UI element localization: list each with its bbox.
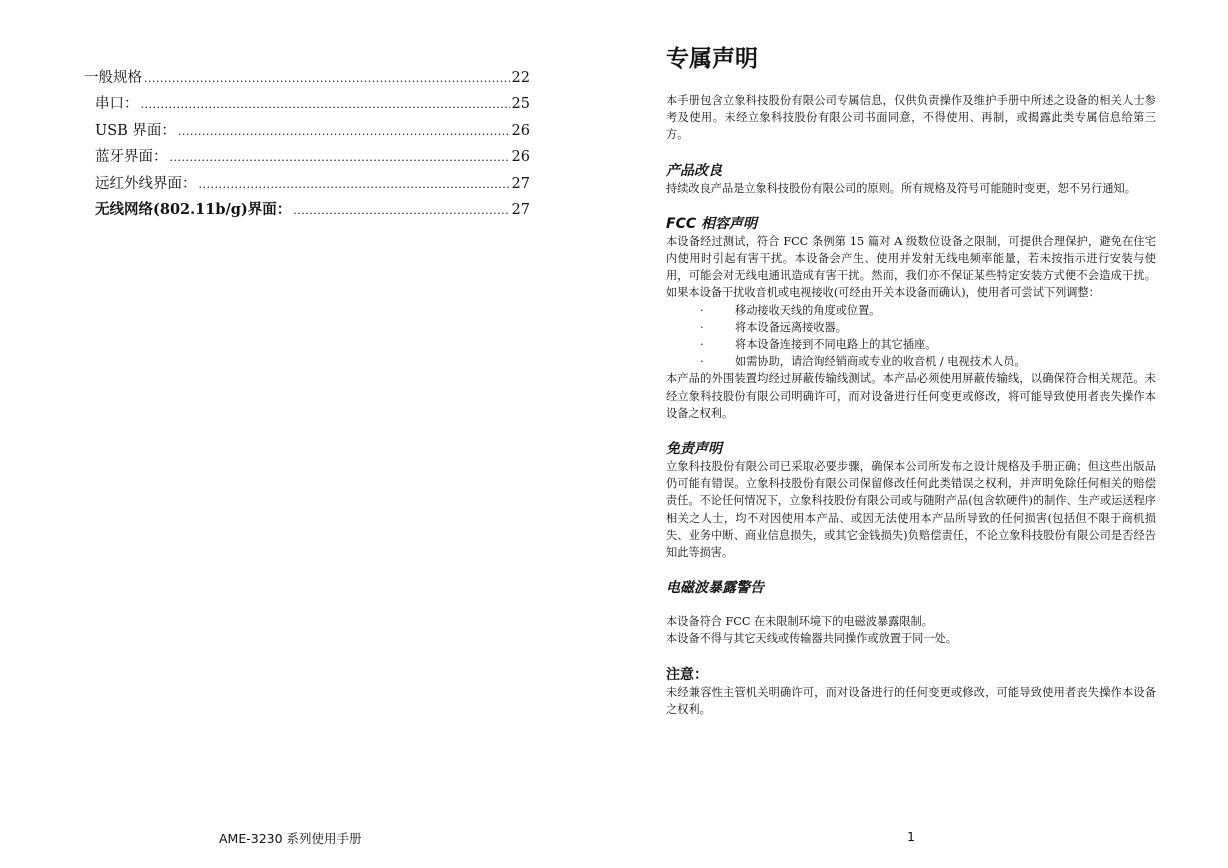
toc-leader-dots [293,204,509,217]
bullet-icon: · [700,320,704,334]
toc-entry-title: USB 界面： [95,122,176,139]
list-item-text: 移动接收天线的角度或位置。 [735,303,881,317]
section-title-note: 注意： [666,666,708,683]
toc-entry-infrared [84,172,530,198]
toc-leader-dots [178,125,510,138]
toc-entry-title: 无线网络(802.11b/g)界面： [95,200,292,218]
bullet-icon: · [700,355,704,369]
statement-page [666,40,1156,718]
toc-entry-page: 26 [511,149,530,166]
disclaimer-paragraph: 立象科技股份有限公司已采取必要步骤，确保本公司所发布之设计规格及手册正确；但这些出版品仍可能有错误。立象科技股份有限公司保留修改任何此类错误之权利，并声明免除任何相关的赔偿责任。不论任何情况下，立象科技股份有限公司或与随附产品(包含软硬件)的制作、生产或运送程序相关之人士，均不对因使用本产品、或因无法使用本产品所导致的任何损害(包括但不限于商机损失、业务中断、商业信息损失，或其它金钱损失)负赔偿责任，不论立象科技股份有限公司是否经告知此等损害。 [666,460,1156,560]
toc-entry-title: 蓝牙界面： [95,149,168,166]
toc-entry-title: 一般规格 [84,70,142,86]
toc-leader-dots [199,178,510,191]
toc-entry-page: 22 [511,70,530,86]
toc-entry-wireless [84,198,530,224]
page-title: 专属声明 [666,46,758,72]
section-title-emr-warning: 电磁波暴露警告 [666,580,764,597]
toc-entry-serial-port [84,92,530,118]
toc-entry-title: 串口： [95,96,139,113]
section-title-disclaimer: 免责声明 [666,441,722,458]
footer-manual-title: AME-3230 系列使用手册 [219,831,362,846]
toc-entry-title: 远红外线界面： [95,175,197,192]
list-item [666,319,1156,336]
fcc-adjustment-list [666,302,1156,371]
table-of-contents [84,66,530,224]
toc-entry-usb [84,119,530,145]
toc-entry-bluetooth [84,145,530,171]
list-item [666,336,1156,353]
note-paragraph: 未经兼容性主管机关明确许可，而对设备进行的任何变更或修改，可能导致使用者丧失操作本设备之权利。 [666,685,1156,716]
emr-line-1: 本设备符合 FCC 在未限制环境下的电磁波暴露限制。 [666,615,933,629]
improvement-paragraph: 持续改良产品是立象科技股份有限公司的原则。所有规格及符号可能随时变更，恕不另行通知。 [666,181,1136,195]
emr-line-2: 本设备不得与其它天线或传输器共同操作或放置于同一处。 [666,632,957,646]
spacer [666,597,1156,613]
toc-entry-general-specs [84,66,530,92]
bullet-icon: · [700,338,704,352]
list-item [666,302,1156,319]
fcc-paragraph: 本设备经过测试，符合 FCC 条例第 15 篇对 A 级数位设备之限制，可提供合理保护，避免在住宅内使用时引起有害干扰。本设备会产生、使用并发射无线电频率能量，若未按指示进行安装与使用，可能会对无线电通讯造成有害干扰。然而，我们亦不保证某些特定安装方式便不会造成干扰。如果本设备干扰收音机或电视接收(可经由开关本设备而确认)，使用者可尝试下列调整： [666,234,1156,300]
list-item-text: 将本设备远离接收器。 [735,320,847,334]
fcc-peripheral-paragraph: 本产品的外围装置均经过屏蔽传输线测试。本产品必须使用屏蔽传输线，以确保符合相关规范。未经立象科技股份有限公司明确许可，而对设备进行任何变更或修改，将可能导致使用者丧失操作本设备之权利。 [666,372,1156,420]
toc-leader-dots [170,151,510,164]
bullet-icon: · [700,303,704,317]
section-title-fcc: FCC 相容声明 [666,215,757,232]
list-item-text: 如需协助，请洽询经销商或专业的收音机 / 电视技术人员。 [735,355,1026,369]
intro-paragraph: 本手册包含立象科技股份有限公司专属信息，仅供负责操作及维护手册中所述之设备的相关人士参考及使用。未经立象科技股份有限公司书面同意，不得使用、再制，或揭露此类专属信息给第三方。 [666,94,1156,142]
list-item-text: 将本设备连接到不同电路上的其它插座。 [735,338,937,352]
toc-entry-page: 26 [511,122,530,139]
toc-entry-page: 27 [511,175,530,192]
toc-entry-page: 27 [511,201,530,218]
list-item [666,353,1156,370]
toc-leader-dots [141,98,510,111]
toc-entry-page: 25 [511,96,530,113]
footer-page-number: 1 [907,829,915,844]
toc-leader-dots [144,72,510,85]
section-title-improvement: 产品改良 [666,162,722,179]
